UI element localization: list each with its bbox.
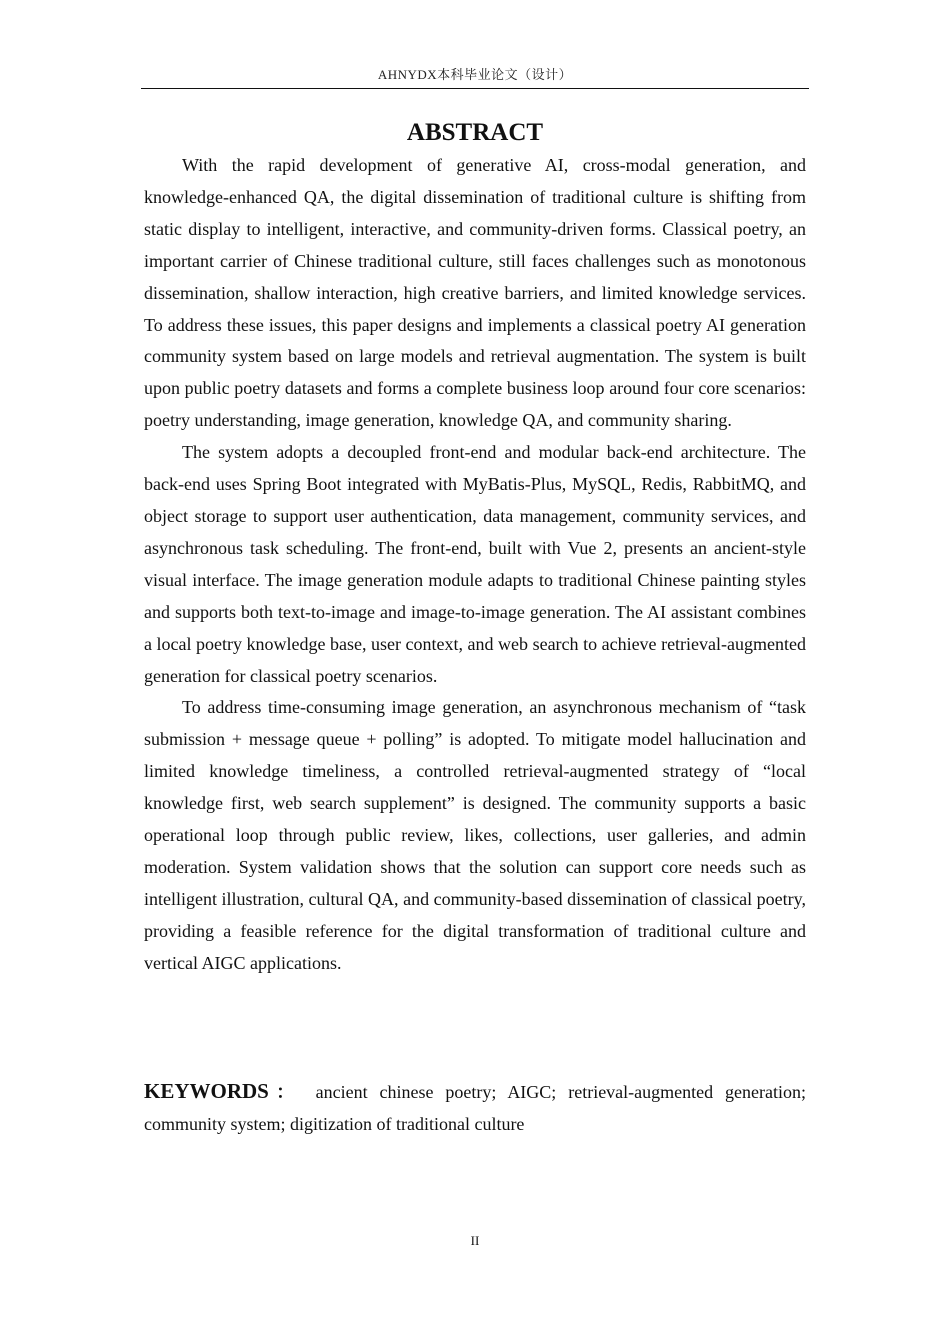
keywords-separator: ： (268, 1082, 302, 1102)
keywords-label: KEYWORDS (144, 1079, 269, 1103)
keywords (144, 1075, 806, 1140)
abstract-paragraph-3: To address time-consuming image generation, an asynchronous mechanism of “task submission + message queue + polling” is adopted. To mitigate model hallucination and limited knowledge timeliness, a controlled retrieval-augmented strategy of “local knowledge first, web search supplement” is designed. The community supports a basic operational loop through public review, likes, collections, user galleries, and admin moderation. System validation shows that the solution can support core needs such as intelligent illustration, cultural QA, and community-based dissemination of classical poetry, providing a feasible reference for the digital transformation of traditional culture and vertical AIGC applications. (144, 697, 806, 973)
abstract-paragraph-2: The system adopts a decoupled front-end and modular back-end architecture. The back-end uses Spring Boot integrated with MyBatis-Plus, MySQL, Redis, RabbitMQ, and object storage to support user authentication, data management, community services, and asynchronous task scheduling. The front-end, built with Vue 2, presents an ancient-style visual interface. The image generation module adapts to traditional Chinese painting styles and supports both text-to-image and image-to-image generation. The AI assistant combines a local poetry knowledge base, user context, and web search to achieve retrieval-augmented generation for classical poetry scenarios. (144, 442, 806, 686)
abstract-title: ABSTRACT (406, 119, 544, 146)
header-rule (141, 88, 809, 89)
abstract-paragraph-1: With the rapid development of generative AI, cross-modal generation, and knowledge-enhanced QA, the digital dissemination of traditional culture is shifting from static display to intelligent, interactive, and community-driven forms. Classical poetry, an important carrier of Chinese traditional culture, still faces challenges such as monotonous dissemination, shallow interaction, high creative barriers, and limited knowledge services. To address these issues, this paper designs and implements a classical poetry AI generation community system based on large models and retrieval augmentation. The system is built upon public poetry datasets and forms a complete business loop around four core scenarios: poetry understanding, image generation, knowledge QA, and community sharing. (144, 155, 806, 431)
keywords-text: ancient chinese poetry; AIGC; retrieval-augmented generation; community system; digitization of traditional culture (144, 1082, 807, 1134)
page-number: II (470, 1233, 480, 1248)
running-header: AHNYDX本科毕业论文（设计） (377, 67, 573, 82)
abstract-body (144, 150, 806, 980)
